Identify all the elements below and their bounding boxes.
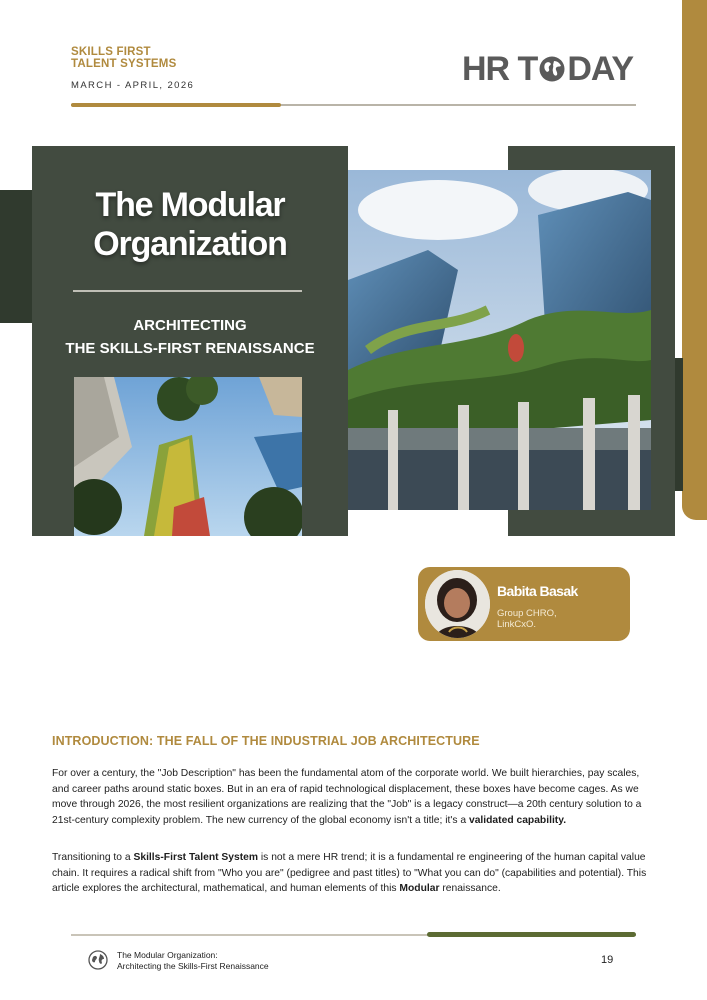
article-title xyxy=(32,186,348,264)
logo-text-left: HR T xyxy=(462,49,538,88)
title-line-1: The Modular xyxy=(95,186,285,224)
p2-text-a: Transitioning to a xyxy=(52,852,134,863)
hr-today-logo xyxy=(462,48,636,88)
header-divider-accent xyxy=(71,103,281,107)
author-role: Group CHRO, xyxy=(497,608,557,619)
title-divider xyxy=(73,290,302,292)
subtitle-line-1: ARCHITECTING xyxy=(133,317,247,334)
gold-side-tab xyxy=(682,0,707,520)
p2-text-e: renaissance. xyxy=(439,883,501,894)
vertical-garden-building-photo xyxy=(348,170,651,510)
brand-line-2: TALENT SYSTEMS xyxy=(71,58,177,70)
page-number: 19 xyxy=(601,954,614,966)
section-heading: INTRODUCTION: THE FALL OF THE INDUSTRIAL JOB ARCHITECTURE xyxy=(52,734,480,748)
green-tower-sky-photo xyxy=(74,377,302,536)
left-accent-block xyxy=(0,190,32,323)
globe-icon xyxy=(88,950,108,970)
globe-icon xyxy=(538,55,566,83)
brand-line-1: SKILLS FIRST xyxy=(71,46,151,58)
right-accent-block xyxy=(675,358,683,491)
author-avatar xyxy=(425,570,490,638)
author-company: LinkCxO. xyxy=(497,619,537,630)
p2-bold-d: Modular xyxy=(399,883,440,894)
p1-bold: validated capability. xyxy=(468,814,567,826)
p1-text: For over a century, the "Job Description" has been the fundamental atom of the corporate world. We built hierarchies, pay scales, and career paths around static boxes. But in an era of rapid technological displacement, these boxes have become cages. As we move through 2026, the most resilient organizations are realizing that the "Job" is a legacy construct—a 20th century solution to a 21st-century complexity problem. The new currency of the global economy isn't a title; it's a xyxy=(52,768,642,826)
intro-paragraph-2 xyxy=(52,850,652,897)
p2-bold-b: Skills-First Talent System xyxy=(133,852,259,863)
logo-text-right: DAY xyxy=(567,49,633,88)
author-name: Babita Basak xyxy=(497,583,578,599)
title-line-2: Organization xyxy=(93,225,287,263)
subtitle-line-2: THE SKILLS-FIRST RENAISSANCE xyxy=(65,340,315,357)
issue-date: MARCH - APRIL, 2026 xyxy=(71,80,195,91)
footer-title-line-2: Architecting the Skills-First Renaissance xyxy=(117,961,269,971)
article-subtitle xyxy=(32,314,348,360)
intro-paragraph-1 xyxy=(52,766,652,828)
footer-title-line-1: The Modular Organization: xyxy=(117,950,218,960)
p2-text-c: is not a mere HR trend; it is a fundamental re engineering of the human capital value chain. It requires a radical shift from "Who you are" (pedigree and past titles) to "What you can do" (capabilities and potential). This article explores the architectural, mathematical, and human elements of this xyxy=(52,852,647,894)
footer-divider-accent xyxy=(427,932,636,937)
